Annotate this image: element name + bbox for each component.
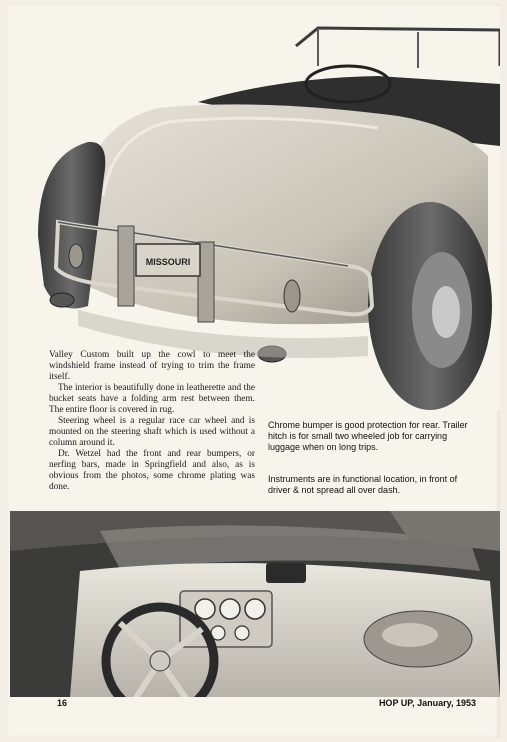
- article-paragraph: Dr. Wetzel had the front and rear bumpers, or nerfing bars, made in Springfield and also, as is obvious from the photos, some chrome plating was done.: [49, 449, 255, 492]
- magazine-credit: HOP UP, January, 1953: [378, 698, 476, 708]
- page-number: 16: [57, 698, 68, 708]
- article-body: [49, 350, 255, 493]
- rear-photo-caption: Chrome bumper is good protection for rear. Trailer hitch is for small two wheeled job for carrying luggage when on long trips.: [268, 420, 468, 452]
- dash-photo-caption: Instruments are in functional location, in front of driver & not spread all over dash.: [268, 474, 458, 495]
- article-paragraph: The interior is beautifully done in leatherette and the bucket seats have a folding arm rest between them. The entire floor is covered in rug.: [49, 383, 255, 415]
- article-paragraph: Valley Custom built up the cowl to meet the windshield frame instead of trying to trim the frame itself.: [49, 350, 255, 382]
- license-plate-text: MISSOURI: [145, 257, 191, 267]
- dashboard-photo: [10, 511, 500, 697]
- article-paragraph: Steering wheel is a regular race car wheel and is mounted on the steering shaft which is used without a column around it.: [49, 416, 255, 448]
